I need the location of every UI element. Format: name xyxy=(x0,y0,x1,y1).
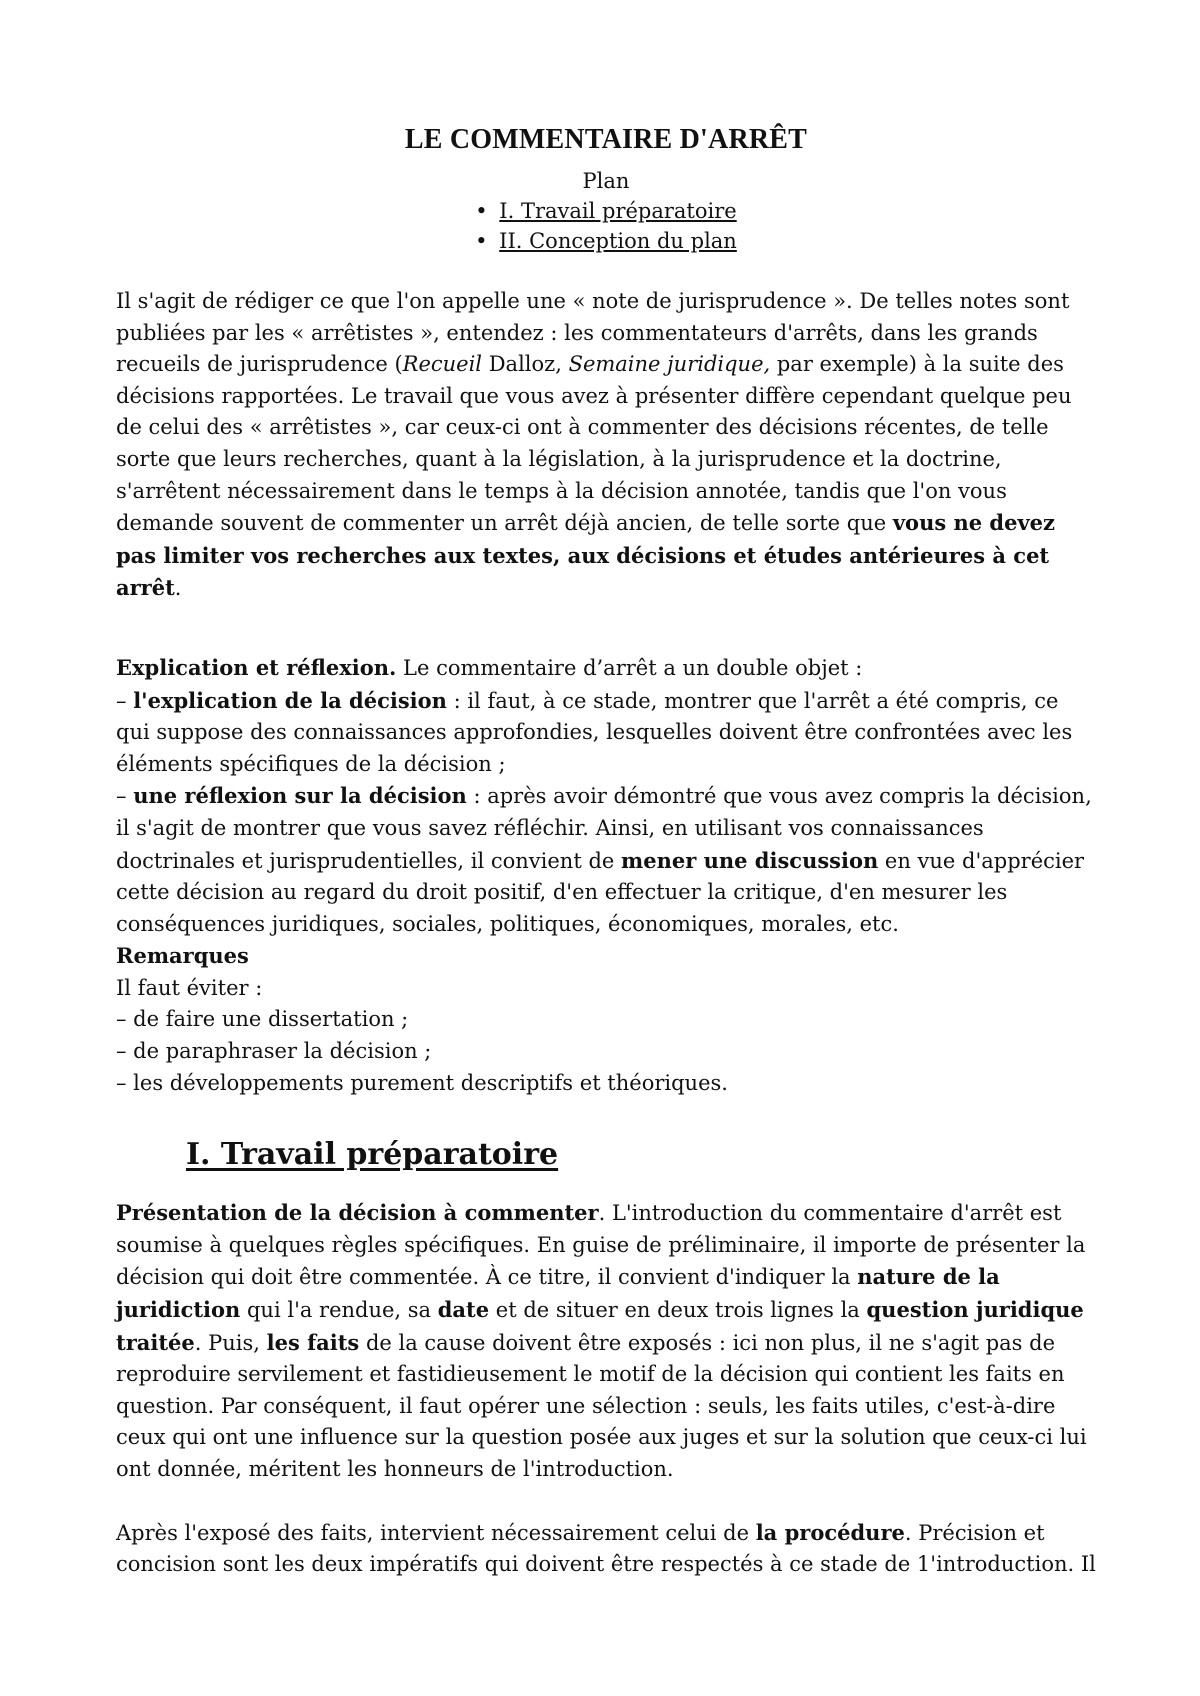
presentation-emphasis: les faits xyxy=(266,1329,360,1355)
document-title: LE COMMENTAIRE D'ARRÊT xyxy=(404,124,808,155)
remarques-lead: Il faut éviter : xyxy=(116,975,263,1000)
presentation-emphasis: date xyxy=(437,1297,490,1323)
remarques-block xyxy=(116,940,1096,1099)
explication-text: en vue d'apprécier cette décision au regard du droit positif, d'en effectuer la critique, d'en mesurer les conséquences juridiques, sociales, politiques, économiques, morales, etc. xyxy=(116,848,1085,936)
explication-text: : après avoir démontré que vous avez compris la décision, il s'agit de montrer que vous savez réfléchir. Ainsi, en utilisant vos connaissances doctrinales et jurisprudentielles, il convient de xyxy=(116,784,1092,873)
presentation-text: et de situer en deux trois lignes la xyxy=(489,1298,867,1323)
presentation-text: . L'introduction du commentaire d'arrêt est soumise à quelques règles spécifiques. En guise de préliminaire, il importe de présenter la décision qui doit être commentée. À ce titre, il convient d'indiquer la xyxy=(116,1201,1086,1290)
procedure-emphasis: la procédure xyxy=(755,1519,905,1545)
intro-text: par exemple) à la suite des décisions rapportées. Le travail que vous avez à présenter diffère cependant quelque peu de celui des « arrêtistes », car ceux-ci ont à commenter des décisions récentes, de telle sorte que leurs recherches, quant à la législation, à la jurisprudence et la doctrine, s'arrêtent nécessairement dans le temps à la décision annotée, tandis que l'on vous demande souvent de commenter un arrêt déjà ancien, de telle sorte que xyxy=(116,352,1072,536)
explication-paragraph xyxy=(116,652,1096,940)
presentation-emphasis: Présentation de la décision à commenter xyxy=(116,1200,599,1226)
presentation-text: qui l'a rendue, sa xyxy=(240,1298,438,1323)
toc-link-travail-preparatoire[interactable]: I. Travail préparatoire xyxy=(499,199,737,223)
intro-paragraph xyxy=(116,286,1096,605)
intro-recueil-italic: Recueil xyxy=(402,352,483,377)
discussion-emphasis: mener une discussion xyxy=(621,847,879,873)
remarque-item: – de faire une dissertation ; xyxy=(116,1007,409,1032)
intro-text: Il s'agit de rédiger ce que l'on appelle une « note de jurisprudence ». De telles notes sont publiées par les « arrêtistes », entendez : les commentateurs d'arrêts, dans les grands recueils de jurisprudence ( xyxy=(116,289,1070,377)
remarque-item: – les développements purement descriptifs et théoriques. xyxy=(116,1070,728,1095)
explication-heading: Explication et réflexion. xyxy=(116,654,397,680)
presentation-text: . Puis, xyxy=(194,1330,267,1355)
remarques-heading: Remarques xyxy=(116,943,249,969)
intro-emphasis: vous ne devez pas limiter vos recherches aux textes, aux décisions et études antérieures à cet arrêt xyxy=(116,510,1055,601)
table-of-contents xyxy=(116,196,1096,256)
explication-text: Le commentaire d’arrêt a un double objet : xyxy=(396,655,863,680)
explication-emphasis: l'explication de la décision xyxy=(133,687,447,713)
reflexion-emphasis: une réflexion sur la décision xyxy=(133,783,467,809)
plan-label: Plan xyxy=(582,169,630,193)
intro-text: Dalloz, xyxy=(482,352,569,377)
presentation-emphasis: nature de la juridiction xyxy=(116,1264,1000,1323)
presentation-paragraph xyxy=(116,1197,1096,1485)
document-page xyxy=(116,120,1096,1581)
toc-item xyxy=(116,196,1096,226)
explication-text: : il faut, à ce stade, montrer que l'arrêt a été compris, ce qui suppose des connaissances approfondies, lesquelles doivent être confrontées avec les éléments spécifiques de la décision ; xyxy=(116,688,1073,776)
dash: – xyxy=(116,784,134,809)
toc-link-conception-du-plan[interactable]: II. Conception du plan xyxy=(499,229,737,253)
intro-semaine-italic: Semaine juridique, xyxy=(568,352,771,377)
dash: – xyxy=(116,688,134,713)
remarque-item: – de paraphraser la décision ; xyxy=(116,1039,432,1064)
procedure-paragraph xyxy=(116,1517,1096,1581)
procedure-text: Après l'exposé des faits, intervient nécessairement celui de xyxy=(116,1520,756,1545)
procedure-text: . Précision et concision sont les deux impératifs qui doivent être respectés à ce stade de 1'introduction. Il xyxy=(116,1520,1096,1577)
intro-text: . xyxy=(174,576,182,601)
bullet-icon: • xyxy=(475,229,488,253)
presentation-text: de la cause doivent être exposés : ici non plus, il ne s'agit pas de reproduire servilement et fastidieusement le motif de la décision qui contient les faits en question. Par conséquent, il faut opérer une sélection : seuls, les faits utiles, c'est-à-dire ceux qui ont une influence sur la question posée aux juges et sur la solution que ceux-ci lui ont donnée, méritent les honneurs de l'introduction. xyxy=(116,1330,1087,1481)
section-heading-travail-preparatoire: I. Travail préparatoire xyxy=(186,1137,559,1173)
bullet-icon: • xyxy=(475,199,488,223)
presentation-emphasis: question juridique traitée xyxy=(116,1297,1084,1355)
toc-item xyxy=(116,226,1096,256)
